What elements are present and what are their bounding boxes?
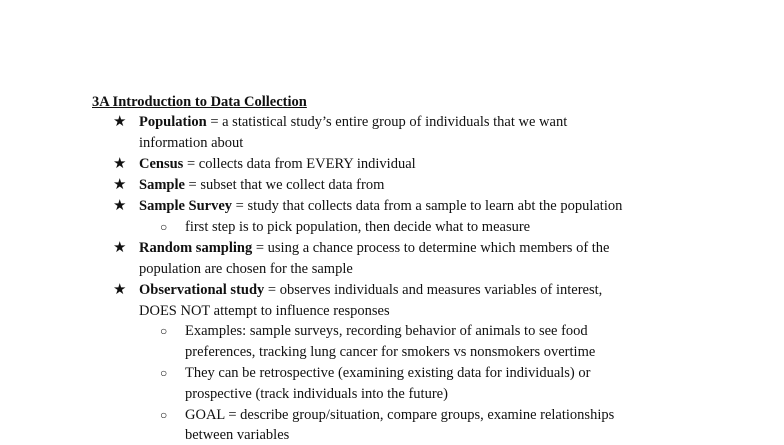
circle-bullet-icon: ○ xyxy=(160,366,168,380)
bullet-sample-survey: Sample Survey = study that collects data from a sample to learn abt the population xyxy=(139,198,623,214)
circle-bullet-icon: ○ xyxy=(160,220,168,234)
sub-bullet-examples: Examples: sample surveys, recording behavior of animals to see food xyxy=(185,323,588,339)
circle-bullet-icon: ○ xyxy=(160,324,168,338)
term-census: Census xyxy=(139,156,184,172)
sub-bullet-examples-cont: preferences, tracking lung cancer for smokers vs nonsmokers overtime xyxy=(185,344,596,360)
bullet-observational-study-cont: DOES NOT attempt to influence responses xyxy=(139,303,390,319)
sub-bullet-goal-cont: between variables xyxy=(185,427,290,443)
bullet-population-cont: information about xyxy=(139,135,244,151)
bullet-population: Population = a statistical study’s entire group of individuals that we want xyxy=(139,114,568,130)
term-sample: Sample xyxy=(139,177,185,193)
term-sample-survey: Sample Survey xyxy=(139,198,233,214)
bullet-random-sampling-cont: population are chosen for the sample xyxy=(139,261,353,277)
section-title: 3A Introduction to Data Collection xyxy=(92,94,307,110)
term-population: Population xyxy=(139,114,207,130)
star-bullet-icon: ★ xyxy=(113,240,127,256)
sub-bullet-first-step: first step is to pick population, then decide what to measure xyxy=(185,219,531,235)
sub-bullet-goal: GOAL = describe group/situation, compare groups, examine relationships xyxy=(185,407,615,423)
star-bullet-icon: ★ xyxy=(113,282,127,298)
bullet-sample: Sample = subset that we collect data from xyxy=(139,177,385,193)
term-observational-study: Observational study xyxy=(139,282,265,298)
bullet-observational-study: Observational study = observes individuals and measures variables of interest, xyxy=(139,282,603,298)
bullet-census: Census = collects data from EVERY individual xyxy=(139,156,416,172)
sub-bullet-retrospective-cont: prospective (track individuals into the future) xyxy=(185,386,448,402)
circle-bullet-icon: ○ xyxy=(160,408,168,422)
term-random-sampling: Random sampling xyxy=(139,240,253,256)
bullet-random-sampling: Random sampling = using a chance process to determine which members of the xyxy=(139,240,610,256)
sub-bullet-retrospective: They can be retrospective (examining existing data for individuals) or xyxy=(185,365,591,381)
star-bullet-icon: ★ xyxy=(113,198,127,214)
star-bullet-icon: ★ xyxy=(113,156,127,172)
star-bullet-icon: ★ xyxy=(113,177,127,193)
star-bullet-icon: ★ xyxy=(113,114,127,130)
